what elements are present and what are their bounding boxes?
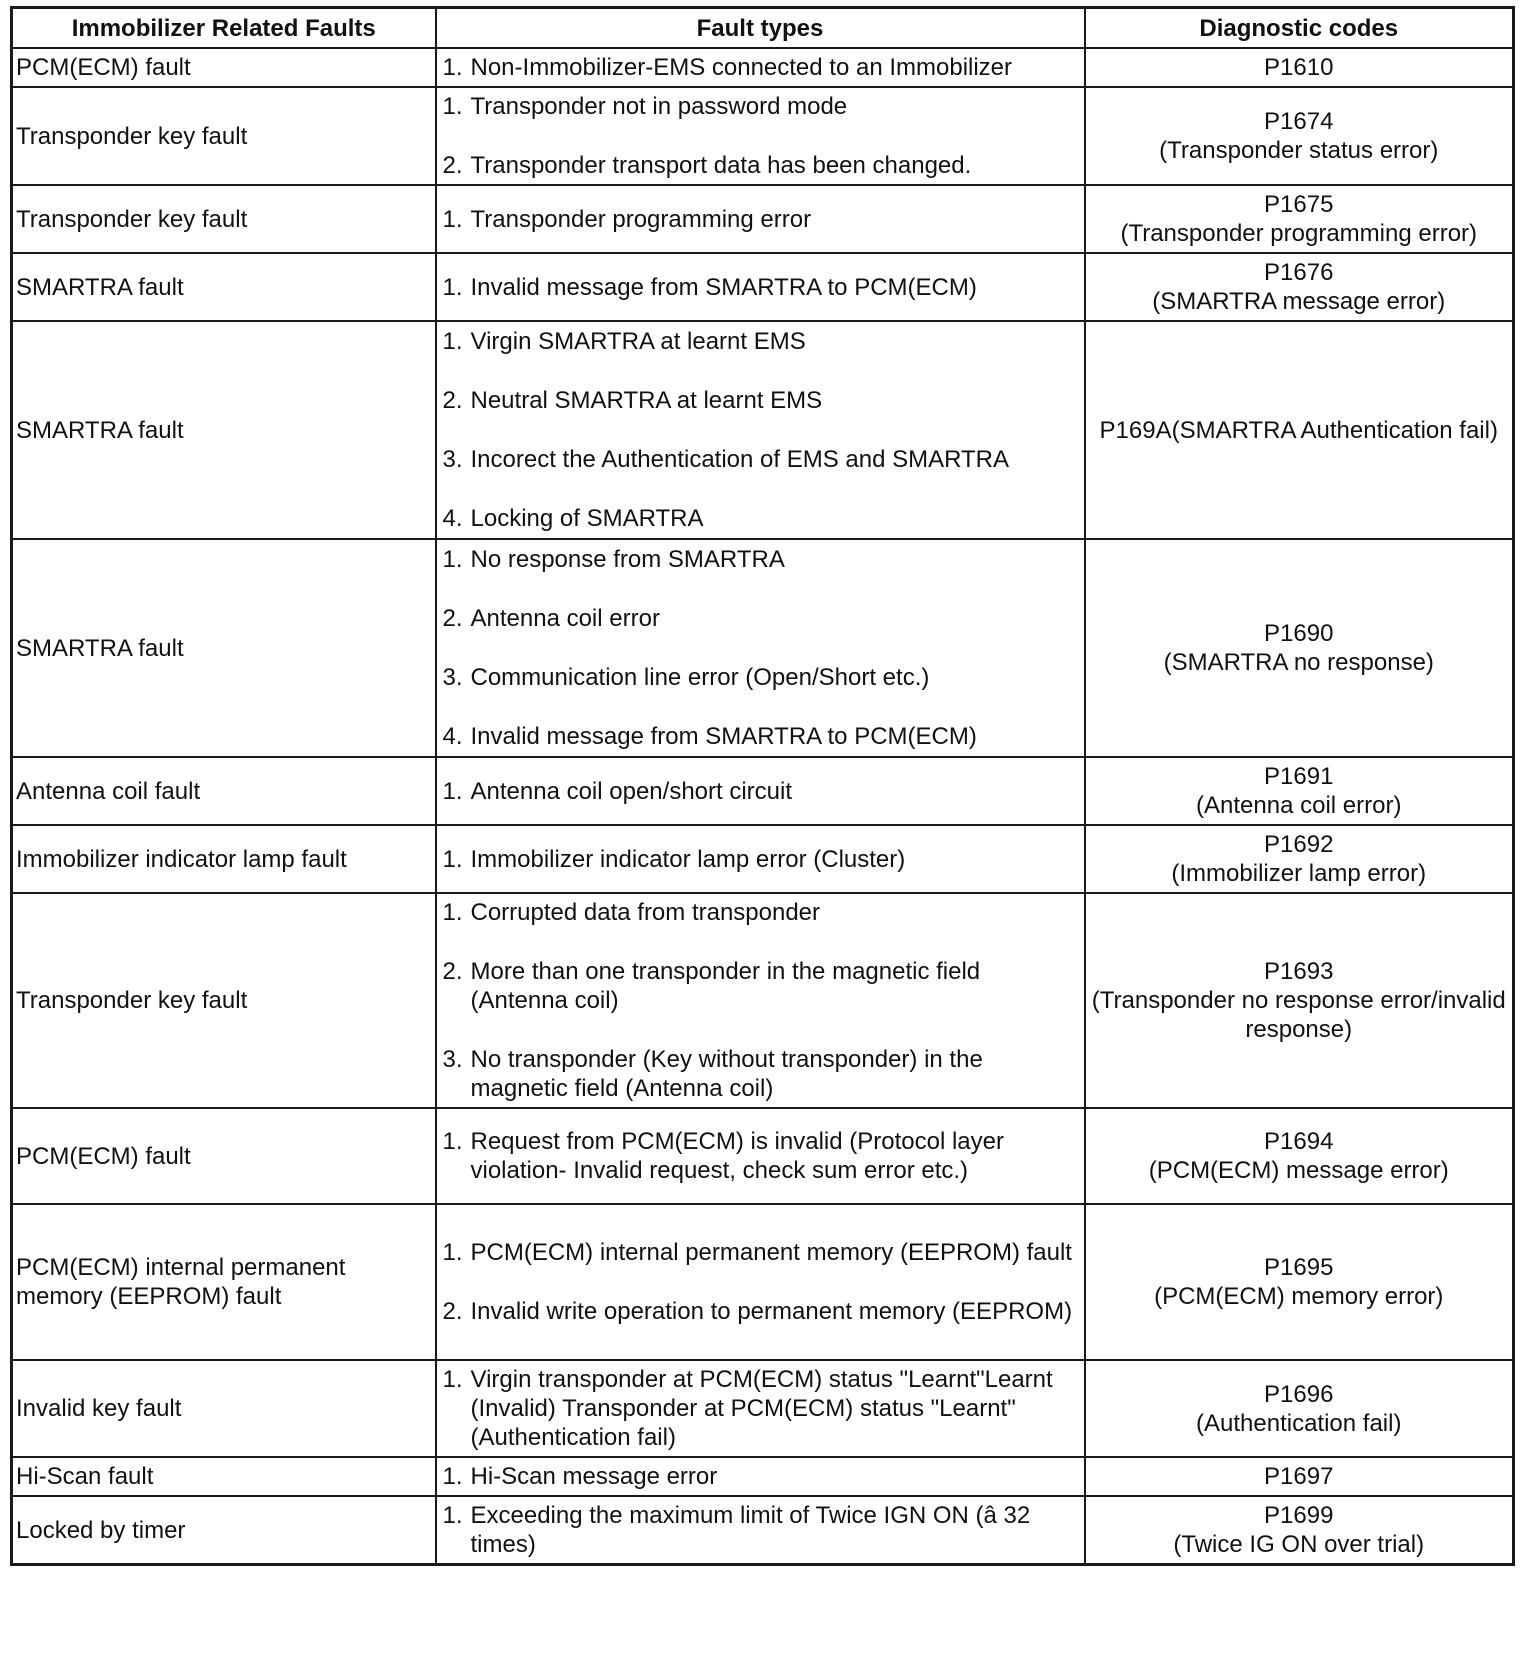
fault-types-cell — [436, 1108, 1085, 1204]
fault-type-item — [443, 1238, 1080, 1267]
diagnostic-code: P1674 — [1264, 108, 1334, 135]
table-row — [12, 87, 1514, 185]
table-row — [12, 253, 1514, 321]
diagnostic-code: P1692 — [1264, 831, 1334, 858]
fault-type-number: 1. — [442, 328, 463, 355]
fault-type-item — [443, 845, 1080, 874]
fault-cell: SMARTRA fault — [12, 539, 436, 757]
fault-types-cell — [436, 48, 1085, 87]
fault-type-text: Locking of SMARTRA — [470, 505, 704, 532]
fault-type-number: 2. — [442, 387, 463, 414]
fault-type-text: No response from SMARTRA — [470, 546, 785, 573]
diagnostic-code-cell — [1085, 1457, 1514, 1496]
fault-types-cell — [436, 539, 1085, 757]
fault-type-number: 1. — [442, 93, 463, 120]
document-page — [10, 6, 1512, 1566]
fault-type-item — [443, 663, 1080, 692]
header-diagnostic-codes: Diagnostic codes — [1085, 8, 1514, 49]
fault-type-text: Exceeding the maximum limit of Twice IGN ON (â 32 times) — [470, 1502, 1031, 1558]
fault-type-text: Invalid message from SMARTRA to PCM(ECM) — [470, 723, 977, 750]
fault-types-cell — [436, 1457, 1085, 1496]
table-row — [12, 1108, 1514, 1204]
fault-type-item — [443, 1297, 1080, 1326]
diagnostic-code-description: (Authentication fail) — [1196, 1409, 1402, 1437]
item-spacer — [443, 574, 1080, 604]
fault-cell: Immobilizer indicator lamp fault — [12, 825, 436, 893]
fault-type-number: 3. — [442, 1046, 463, 1073]
diagnostic-code-description: (Antenna coil error) — [1196, 792, 1402, 819]
fault-types-cell — [436, 893, 1085, 1108]
item-spacer — [443, 474, 1080, 504]
fault-type-number: 1. — [442, 1502, 463, 1529]
fault-type-text: Virgin SMARTRA at learnt EMS — [470, 328, 806, 355]
fault-types-cell — [436, 253, 1085, 321]
diagnostic-code-description: (PCM(ECM) memory error) — [1154, 1283, 1444, 1310]
item-spacer — [443, 356, 1080, 386]
fault-type-text: Neutral SMARTRA at learnt EMS — [470, 387, 823, 414]
diagnostic-code-description: (SMARTRA no response) — [1163, 649, 1434, 676]
fault-type-number: 1. — [442, 54, 463, 81]
fault-type-text: Antenna coil open/short circuit — [470, 777, 793, 805]
fault-types-cell — [436, 87, 1085, 185]
table-row — [12, 1204, 1514, 1360]
fault-types-cell — [436, 321, 1085, 539]
diagnostic-code-description: (Transponder programming error) — [1120, 220, 1478, 247]
diagnostic-code-cell — [1085, 87, 1514, 185]
table-row — [12, 757, 1514, 825]
item-spacer — [443, 633, 1080, 663]
fault-type-item — [443, 1365, 1080, 1452]
fault-type-number: 1. — [442, 205, 463, 233]
fault-type-text: Virgin transponder at PCM(ECM) status "Learnt"Learnt (Invalid) Transponder at PCM(ECM) status "Learnt"(Authentication fail) — [470, 1366, 1053, 1451]
fault-type-number: 1. — [442, 899, 463, 926]
fault-types-cell — [436, 1204, 1085, 1360]
item-spacer — [443, 927, 1080, 957]
fault-cell: Transponder key fault — [12, 893, 436, 1108]
fault-type-item — [443, 205, 1080, 234]
fault-types-cell — [436, 1360, 1085, 1457]
diagnostic-code: P1610 — [1264, 54, 1334, 81]
fault-types-cell — [436, 825, 1085, 893]
diagnostic-code: P1695 — [1264, 1254, 1334, 1281]
table-row — [12, 185, 1514, 253]
fault-type-number: 2. — [442, 1298, 463, 1325]
fault-cell: SMARTRA fault — [12, 321, 436, 539]
diagnostic-code: P1696 — [1264, 1380, 1334, 1408]
diagnostic-code-cell — [1085, 1108, 1514, 1204]
fault-cell: PCM(ECM) fault — [12, 48, 436, 87]
header-faults: Immobilizer Related Faults — [12, 8, 436, 49]
fault-cell: Antenna coil fault — [12, 757, 436, 825]
fault-type-text: Invalid message from SMARTRA to PCM(ECM) — [470, 273, 977, 301]
fault-type-item — [443, 53, 1080, 82]
diagnostic-code: P1676 — [1264, 259, 1334, 286]
diagnostic-code-cell — [1085, 825, 1514, 893]
fault-type-item — [443, 327, 1080, 356]
diagnostic-code-cell — [1085, 1360, 1514, 1457]
diagnostic-code-cell — [1085, 757, 1514, 825]
fault-type-text: Invalid write operation to permanent memory (EEPROM) — [470, 1298, 1073, 1325]
fault-type-number: 1. — [442, 777, 463, 805]
fault-type-text: Antenna coil error — [470, 605, 660, 632]
fault-type-number: 3. — [442, 664, 463, 691]
fault-type-text: Non-Immobilizer-EMS connected to an Immobilizer — [470, 54, 1013, 81]
fault-type-item — [443, 1045, 1080, 1103]
fault-cell: Locked by timer — [12, 1496, 436, 1565]
fault-type-item — [443, 1462, 1080, 1491]
fault-types-cell — [436, 185, 1085, 253]
diagnostic-code: P1690 — [1264, 620, 1334, 647]
item-spacer — [443, 692, 1080, 722]
fault-type-item — [443, 545, 1080, 574]
diagnostic-code-cell — [1085, 185, 1514, 253]
diagnostic-code: P1693 — [1264, 958, 1334, 985]
table-row — [12, 321, 1514, 539]
fault-cell: Hi-Scan fault — [12, 1457, 436, 1496]
fault-type-number: 1. — [442, 1239, 463, 1266]
fault-type-item — [443, 386, 1080, 415]
item-spacer — [443, 1267, 1080, 1297]
fault-type-text: Transponder transport data has been changed. — [470, 152, 972, 179]
fault-types-cell — [436, 757, 1085, 825]
item-spacer — [443, 415, 1080, 445]
fault-type-text: Hi-Scan message error — [470, 1463, 718, 1490]
diagnostic-code-description: (Immobilizer lamp error) — [1171, 860, 1427, 887]
table-row — [12, 825, 1514, 893]
diagnostic-code-cell — [1085, 253, 1514, 321]
diagnostic-code: P1694 — [1264, 1128, 1334, 1155]
item-spacer — [443, 1015, 1080, 1045]
fault-type-item — [443, 604, 1080, 633]
fault-type-number: 2. — [442, 958, 463, 985]
table-row — [12, 539, 1514, 757]
fault-type-item — [443, 273, 1080, 302]
fault-type-number: 1. — [442, 1366, 463, 1393]
diagnostic-code-cell — [1085, 48, 1514, 87]
diagnostic-code: P1697 — [1264, 1463, 1334, 1490]
fault-type-text: Transponder not in password mode — [470, 93, 848, 120]
fault-type-item — [443, 1501, 1080, 1559]
diagnostic-code: P1691 — [1264, 763, 1334, 790]
fault-type-item — [443, 777, 1080, 806]
fault-type-number: 1. — [442, 1463, 463, 1490]
diagnostic-code-description: (SMARTRA message error) — [1152, 288, 1446, 315]
fault-type-number: 4. — [442, 505, 463, 532]
table-body — [12, 48, 1514, 1565]
table-row — [12, 1457, 1514, 1496]
diagnostic-code-cell — [1085, 321, 1514, 539]
fault-cell: Transponder key fault — [12, 87, 436, 185]
diagnostic-code-description: (Transponder no response error/invalid response) — [1091, 987, 1506, 1043]
table-header-row — [12, 8, 1514, 49]
fault-type-number: 1. — [442, 845, 463, 873]
diagnostic-code-cell — [1085, 1496, 1514, 1565]
fault-types-cell — [436, 1496, 1085, 1565]
diagnostic-code-description: (PCM(ECM) message error) — [1148, 1157, 1449, 1184]
fault-type-text: Communication line error (Open/Short etc.) — [470, 664, 930, 691]
fault-type-item — [443, 151, 1080, 180]
fault-type-text: More than one transponder in the magnetic field (Antenna coil) — [470, 958, 981, 1014]
fault-type-item — [443, 504, 1080, 533]
fault-type-text: PCM(ECM) internal permanent memory (EEPROM) fault — [470, 1239, 1072, 1266]
fault-type-item — [443, 898, 1080, 927]
table-row — [12, 893, 1514, 1108]
header-fault-types: Fault types — [436, 8, 1085, 49]
fault-type-text: Corrupted data from transponder — [470, 899, 821, 926]
diagnostic-code: P1699 — [1264, 1502, 1334, 1529]
fault-type-text: Transponder programming error — [470, 205, 812, 233]
fault-type-item — [443, 1127, 1080, 1185]
fault-type-number: 3. — [442, 446, 463, 473]
fault-cell: SMARTRA fault — [12, 253, 436, 321]
fault-type-number: 1. — [442, 546, 463, 573]
fault-type-text: Incorect the Authentication of EMS and SMARTRA — [470, 446, 1009, 473]
fault-type-number: 1. — [442, 273, 463, 301]
fault-type-item — [443, 445, 1080, 474]
diagnostic-code: P169A(SMARTRA Authentication fail) — [1099, 416, 1498, 444]
diagnostic-code-cell — [1085, 893, 1514, 1108]
fault-cell: PCM(ECM) internal permanent memory (EEPROM) fault — [12, 1204, 436, 1360]
fault-type-item — [443, 722, 1080, 751]
fault-type-text: No transponder (Key without transponder) in the magnetic field (Antenna coil) — [470, 1046, 983, 1102]
diagnostic-code-description: (Twice IG ON over trial) — [1173, 1531, 1425, 1558]
fault-cell: PCM(ECM) fault — [12, 1108, 436, 1204]
fault-type-number: 4. — [442, 723, 463, 750]
fault-type-item — [443, 957, 1080, 1015]
fault-type-number: 2. — [442, 152, 463, 179]
diagnostic-code-cell — [1085, 1204, 1514, 1360]
immobilizer-fault-table — [10, 6, 1515, 1566]
fault-type-text: Immobilizer indicator lamp error (Cluster) — [470, 845, 906, 873]
diagnostic-code-cell — [1085, 539, 1514, 757]
table-row — [12, 1496, 1514, 1565]
table-row — [12, 1360, 1514, 1457]
fault-type-number: 2. — [442, 605, 463, 632]
fault-cell: Invalid key fault — [12, 1360, 436, 1457]
fault-type-text: Request from PCM(ECM) is invalid (Protocol layer violation- Invalid request, check sum error etc.) — [470, 1128, 1004, 1184]
diagnostic-code: P1675 — [1264, 191, 1334, 218]
fault-type-number: 1. — [442, 1128, 463, 1155]
item-spacer — [443, 121, 1080, 151]
table-row — [12, 48, 1514, 87]
fault-type-item — [443, 92, 1080, 121]
diagnostic-code-description: (Transponder status error) — [1159, 137, 1439, 164]
fault-cell: Transponder key fault — [12, 185, 436, 253]
